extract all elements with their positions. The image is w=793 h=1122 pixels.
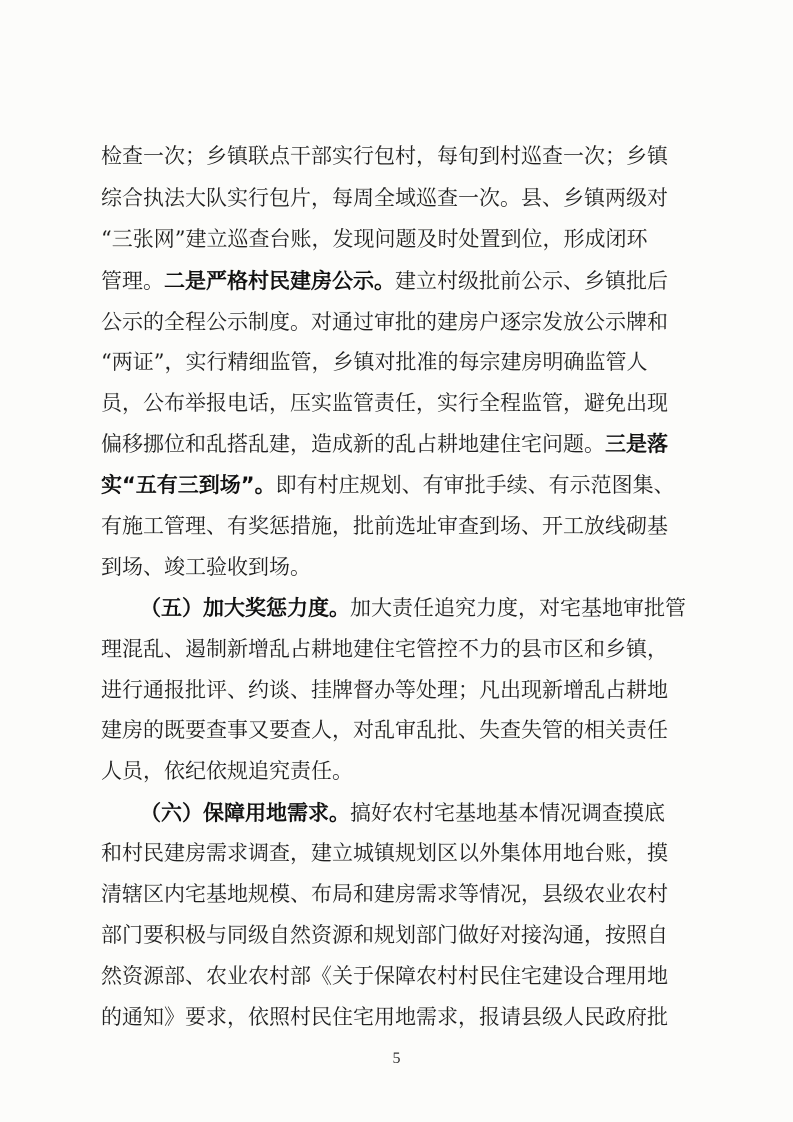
body-text-span: 检查一次；乡镇联点干部实行包村，每旬到村巡查一次；乡镇: [101, 144, 668, 168]
page-number: 5: [392, 1050, 401, 1067]
text-line: [101, 345, 691, 379]
body-text-span: 公示的全程公示制度。对通过审批的建房户逐宗发放公示牌和: [101, 310, 668, 334]
body-text-span: 的通知》要求，依照村民住宅用地需求，报请县级人民政府批: [101, 1005, 668, 1029]
text-line: [101, 877, 691, 911]
text-line: [140, 591, 691, 625]
text-line: [101, 673, 691, 707]
text-line: [101, 386, 691, 420]
bold-heading-text: （五）加大奖惩力度。: [140, 596, 350, 620]
text-line: [101, 959, 691, 993]
bold-heading-text: 三是落: [605, 432, 668, 456]
body-text-span: 即有村庄规划、有审批手续、有示范图集、: [275, 473, 675, 497]
body-text-span: “两证”，实行精细监管，乡镇对批准的每宗建房明确监管人: [101, 350, 648, 374]
body-text-span: 人员，依纪依规追究责任。: [101, 759, 353, 783]
body-text-span: 和村民建房需求调查，建立城镇规划区以外集体用地台账，摸: [101, 841, 668, 865]
text-line: [101, 713, 691, 747]
body-text-span: “三张网”建立巡查台账，发现问题及时处置到位，形成闭环: [101, 227, 648, 251]
text-line: [101, 918, 691, 952]
body-text-span: 清辖区内宅基地规模、布局和建房需求等情况，县级农业农村: [101, 882, 668, 906]
text-line: [101, 1000, 691, 1034]
text-line: [101, 222, 691, 256]
body-text-span: 加大责任追究力度，对宅基地审批管: [350, 596, 686, 620]
body-text-span: 理混乱、遏制新增乱占耕地建住宅管控不力的县市区和乡镇，: [101, 637, 668, 661]
text-line: [101, 632, 691, 666]
text-line: [101, 754, 691, 788]
body-text-span: 建立村级批前公示、乡镇批后: [395, 269, 668, 293]
text-line: [101, 468, 691, 502]
body-text-span: 偏移挪位和乱搭乱建，造成新的乱占耕地建住宅问题。: [101, 432, 605, 456]
bold-heading-text: 实“五有三到场”。: [101, 473, 276, 497]
body-text-span: 部门要积极与同级自然资源和规划部门做好对接沟通，按照自: [101, 923, 668, 947]
bold-heading-text: 二是严格村民建房公示。: [164, 269, 395, 293]
body-text-span: 管理。: [101, 269, 164, 293]
text-line: [101, 509, 691, 543]
text-line: [101, 181, 691, 215]
text-line: [101, 305, 691, 339]
text-line: [101, 427, 691, 461]
bold-heading-text: （六）保障用地需求。: [140, 801, 350, 825]
body-text-span: 进行通报批评、约谈、挂牌督办等处理；凡出现新增乱占耕地: [101, 678, 668, 702]
body-text-span: 到场、竣工验收到场。: [101, 555, 311, 579]
body-text-span: 有施工管理、有奖惩措施，批前选址审查到场、开工放线砌基: [101, 514, 668, 538]
text-line: [101, 836, 691, 870]
body-text-span: 然资源部、农业农村部《关于保障农村村民住宅建设合理用地: [101, 964, 668, 988]
text-line: [101, 139, 691, 173]
text-line: [140, 796, 691, 830]
body-text-span: 建房的既要查事又要查人，对乱审乱批、失查失管的相关责任: [101, 718, 668, 742]
body-text-span: 综合执法大队实行包片，每周全域巡查一次。县、乡镇两级对: [101, 186, 668, 210]
text-line: [101, 264, 691, 298]
text-line: [101, 550, 691, 584]
body-text-span: 员，公布举报电话，压实监管责任，实行全程监管，避免出现: [101, 391, 668, 415]
body-text-span: 搞好农村宅基地基本情况调查摸底: [350, 801, 665, 825]
